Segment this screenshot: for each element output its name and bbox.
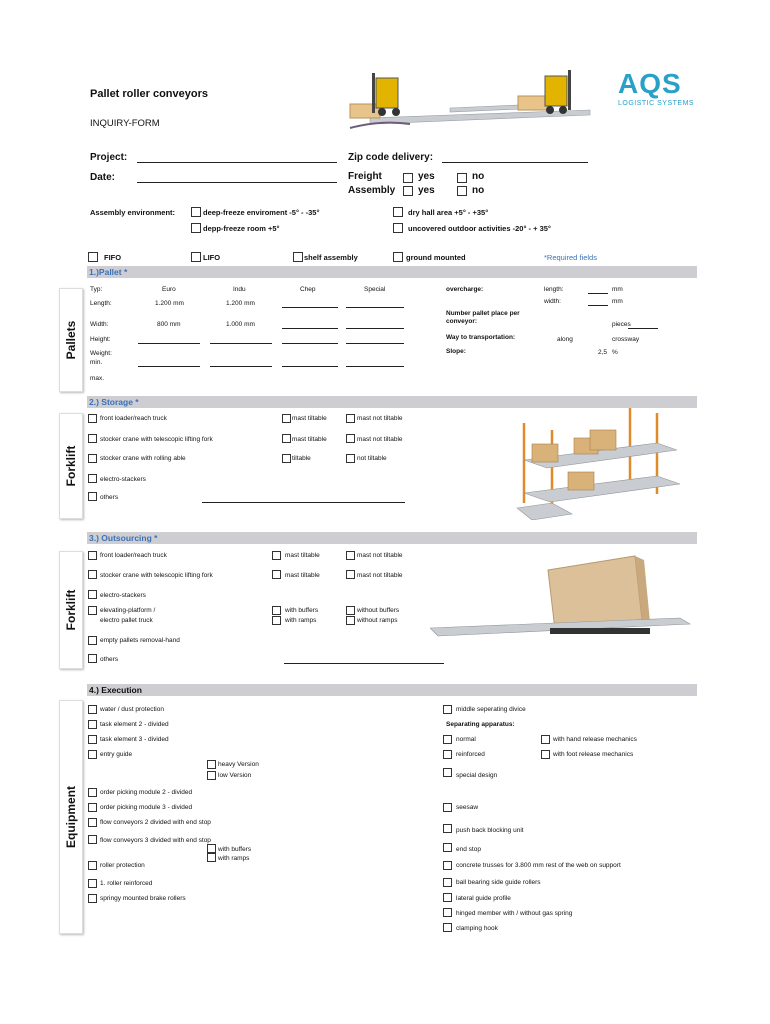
equipment-side-tab <box>59 700 83 934</box>
ground-mounted-label: ground mounted <box>406 253 466 262</box>
os-empty-pallets-label: empty pallets removal-hand <box>100 637 180 644</box>
width-label: Width: <box>90 321 109 328</box>
weight-euro-field[interactable] <box>138 366 200 367</box>
freight-label: Freight <box>348 171 382 182</box>
outdoor-checkbox[interactable] <box>393 223 403 233</box>
ex-hand-release-checkbox[interactable] <box>541 735 550 744</box>
st-front-loader-checkbox[interactable] <box>88 414 97 423</box>
os-with-buffers-checkbox[interactable] <box>272 606 281 615</box>
freight-no-checkbox[interactable] <box>457 173 467 183</box>
os-elevating-platform-label: elevating-platform / <box>100 607 156 614</box>
os-front-loader-checkbox[interactable] <box>88 551 97 560</box>
pieces-field[interactable] <box>628 328 658 329</box>
os-electro-stackers-checkbox[interactable] <box>88 590 97 599</box>
st-others-checkbox[interactable] <box>88 492 97 501</box>
ex-normal-checkbox[interactable] <box>443 735 452 744</box>
st-r3-nottilt-checkbox[interactable] <box>346 454 355 463</box>
os-r2-mastnot-checkbox[interactable] <box>346 570 355 579</box>
os-without-buffers-checkbox[interactable] <box>346 606 355 615</box>
ex-hinged-member-checkbox[interactable] <box>443 908 452 917</box>
ex-reinforced-checkbox[interactable] <box>443 750 452 759</box>
ex-flow3-label: flow conveyors 3 divided with end stop <box>100 837 211 844</box>
os-r2-mast-checkbox[interactable] <box>272 570 281 579</box>
os-front-loader-label: front loader/reach truck <box>100 552 167 559</box>
outsourcing-side-label: Forklift <box>64 589 78 631</box>
os-with-ramps-checkbox[interactable] <box>272 616 281 625</box>
width-euro: 800 mm <box>157 321 181 328</box>
shelf-assembly-checkbox[interactable] <box>293 252 303 262</box>
ex-with-ramps-checkbox[interactable] <box>207 853 216 862</box>
ex-flow2-checkbox[interactable] <box>88 818 97 827</box>
ex-seesaw-label: seesaw <box>456 804 479 811</box>
os-elevating-platform-checkbox[interactable] <box>88 606 97 615</box>
st-stocker-fork-label: stocker crane with telescopic lifting fork <box>100 436 213 443</box>
os-with-buffers-label: with buffers <box>285 607 319 614</box>
os-without-ramps-label: without ramps <box>357 617 398 624</box>
ex-roller-reinforced-label: 1. roller reinforced <box>100 880 153 887</box>
logo: AQS <box>618 68 682 99</box>
assembly-no-label: no <box>472 185 485 196</box>
assembly-env-label: Assembly environment: <box>90 208 176 217</box>
outsourcing-section-header <box>87 532 697 544</box>
project-field[interactable] <box>137 162 337 163</box>
st-r1-mastnot-label: mast not tiltable <box>357 415 403 422</box>
depp-freeze-room-checkbox[interactable] <box>191 223 201 233</box>
ex-with-ramps-label: with ramps <box>218 855 250 862</box>
ex-brake-rollers-label: springy mounted brake rollers <box>100 895 186 902</box>
ex-hinged-member-label: hinged member with / without gas spring <box>456 910 573 917</box>
os-stocker-fork-checkbox[interactable] <box>88 570 97 579</box>
st-r2-mastnot-label: mast not tiltable <box>357 436 403 443</box>
st-stocker-rolling-label: stocker crane with rolling able <box>100 455 186 462</box>
depp-freeze-room-label: depp-freeze room +5° <box>203 224 280 233</box>
st-r3-nottilt-label: not tiltable <box>357 455 387 462</box>
os-others-checkbox[interactable] <box>88 654 97 663</box>
ex-normal-label: normal <box>456 736 476 743</box>
ex-task3-checkbox[interactable] <box>88 735 97 744</box>
ex-clamping-hook-label: clamping hook <box>456 925 498 932</box>
freight-yes-checkbox[interactable] <box>403 173 413 183</box>
weight-min-label: min. <box>90 359 103 366</box>
zip-field[interactable] <box>442 162 588 163</box>
typ-label: Typ: <box>90 286 103 293</box>
ex-foot-release-checkbox[interactable] <box>541 750 550 759</box>
ex-low-version-checkbox[interactable] <box>207 771 216 780</box>
npp-label: Number pallet place per conveyor: <box>446 310 520 325</box>
outsourcing-forklift-side-tab <box>59 551 83 669</box>
fifo-checkbox[interactable] <box>88 252 98 262</box>
assembly-label: Assembly <box>348 185 396 196</box>
os-without-ramps-checkbox[interactable] <box>346 616 355 625</box>
storage-section-header <box>87 396 697 408</box>
ex-middle-sep-checkbox[interactable] <box>443 705 452 714</box>
length-euro: 1.200 mm <box>155 300 184 307</box>
pallet-conveyor-illustration <box>430 550 692 640</box>
st-front-loader-label: front loader/reach truck <box>100 415 167 422</box>
col-indu: Indu <box>233 286 246 293</box>
col-special: Special <box>364 286 386 293</box>
storage-forklift-side-tab <box>59 413 83 519</box>
slope-label: Slope: <box>446 348 466 355</box>
ex-flow2-label: flow conveyors 2 divided with end stop <box>100 819 211 826</box>
os-r1-mastnot-checkbox[interactable] <box>346 551 355 560</box>
outdoor-label: uncovered outdoor activities -20° - + 35° <box>408 224 551 233</box>
st-electro-stackers-label: electro-stackers <box>100 476 146 483</box>
length-indu: 1.200 mm <box>226 300 255 307</box>
header-forklift-illustration <box>340 68 595 133</box>
date-label: Date: <box>90 172 116 183</box>
weight-label: Weight: <box>90 350 112 357</box>
ex-opm2-label: order picking module 2 - divided <box>100 789 193 796</box>
ex-push-back-checkbox[interactable] <box>443 824 452 833</box>
os-others-label: others <box>100 656 119 663</box>
ex-task2-checkbox[interactable] <box>88 720 97 729</box>
freight-no-label: no <box>472 171 485 182</box>
st-stocker-rolling-checkbox[interactable] <box>88 454 97 463</box>
lifo-label: LIFO <box>203 253 221 262</box>
logo-subtitle: LOGISTIC SYSTEMS <box>618 100 695 107</box>
height-chep-field[interactable] <box>282 343 338 344</box>
os-r1-mastnot-label: mast not tiltable <box>357 552 403 559</box>
os-without-buffers-label: without buffers <box>357 607 400 614</box>
ex-heavy-version-label: heavy Version <box>218 761 259 768</box>
pallets-side-label: Pallets <box>64 320 78 360</box>
oc-width-unit: mm <box>612 298 623 305</box>
slope-value: 2,5 <box>598 349 608 356</box>
os-r1-mast-checkbox[interactable] <box>272 551 281 560</box>
os-pallet-truck-label: electro pallet truck <box>100 617 153 624</box>
oc-width-field[interactable] <box>588 305 608 306</box>
ex-opm3-label: order picking module 3 - divided <box>100 804 193 811</box>
way-label: Way to transportation: <box>446 334 516 341</box>
length-special-field[interactable] <box>346 307 404 308</box>
ex-clamping-hook-checkbox[interactable] <box>443 923 452 932</box>
pallets-side-tab <box>59 288 83 392</box>
crossway-label: crossway <box>612 336 640 343</box>
form-title: Pallet roller conveyors <box>90 88 208 100</box>
weight-chep-field[interactable] <box>282 366 338 367</box>
dry-hall-checkbox[interactable] <box>393 207 403 217</box>
project-label: Project: <box>90 152 128 163</box>
ex-separating-apparatus-label: Separating apparatus: <box>446 721 515 728</box>
rack-illustration <box>512 408 690 520</box>
oc-length-unit: mm <box>612 286 623 293</box>
pallet-section-header <box>87 266 697 278</box>
st-electro-stackers-checkbox[interactable] <box>88 474 97 483</box>
st-r1-mastnot-checkbox[interactable] <box>346 414 355 423</box>
ex-flow3-checkbox[interactable] <box>88 835 97 844</box>
ex-lateral-guide-label: lateral guide profile <box>456 895 511 902</box>
os-r2-mast-label: mast tiltable <box>285 572 320 579</box>
along-label: along <box>557 336 573 343</box>
overcharge-label: overcharge: <box>446 286 484 293</box>
assembly-yes-label: yes <box>418 185 435 196</box>
ex-end-stop-checkbox[interactable] <box>443 843 452 852</box>
execution-section-header <box>87 684 697 696</box>
form-subtitle: INQUIRY-FORM <box>90 118 160 129</box>
ex-foot-release-label: with foot release mechanics <box>553 751 634 758</box>
ex-with-buffers-label: with buffers <box>218 846 252 853</box>
ex-with-buffers-checkbox[interactable] <box>207 844 216 853</box>
fifo-label: FIFO <box>104 253 122 262</box>
oc-length-field[interactable] <box>588 293 608 294</box>
ex-concrete-trusses-label: concrete trusses for 3.800 mm rest of the web on support <box>456 862 621 869</box>
st-r2-mast-checkbox[interactable] <box>282 434 291 443</box>
length-chep-field[interactable] <box>282 307 338 308</box>
st-r2-mastnot-checkbox[interactable] <box>346 434 355 443</box>
height-indu-field[interactable] <box>210 343 272 344</box>
ex-ball-bearing-label: ball bearing side guide rollers <box>456 879 541 886</box>
ex-opm3-checkbox[interactable] <box>88 803 97 812</box>
st-r3-tilt-checkbox[interactable] <box>282 454 291 463</box>
st-r3-tilt-label: tiltable <box>292 455 311 462</box>
ex-heavy-version-checkbox[interactable] <box>207 760 216 769</box>
ex-water-dust-label: water / dust protection <box>100 706 164 713</box>
date-field[interactable] <box>137 182 337 183</box>
weight-special-field[interactable] <box>346 366 404 367</box>
zip-label: Zip code delivery: <box>348 152 434 163</box>
os-r2-mastnot-label: mast not tiltable <box>357 572 403 579</box>
os-empty-pallets-checkbox[interactable] <box>88 636 97 645</box>
deep-freeze-checkbox[interactable] <box>191 207 201 217</box>
ex-roller-protection-label: roller protection <box>100 862 145 869</box>
equipment-side-label: Equipment <box>64 786 78 848</box>
ex-task2-label: task element 2 - divided <box>100 721 169 728</box>
os-electro-stackers-label: electro-stackers <box>100 592 146 599</box>
st-r1-mast-label: mast tiltable <box>292 415 327 422</box>
height-label: Height: <box>90 336 111 343</box>
dry-hall-label: dry hall area +5° - +35° <box>408 208 489 217</box>
ex-seesaw-checkbox[interactable] <box>443 803 452 812</box>
st-r2-mast-label: mast tiltable <box>292 436 327 443</box>
st-r1-mast-checkbox[interactable] <box>282 414 291 423</box>
shelf-assembly-label: shelf assembly <box>304 253 358 262</box>
execution-section-title: 4.) Execution <box>89 685 142 695</box>
os-with-ramps-label: with ramps <box>285 617 317 624</box>
ex-roller-protection-checkbox[interactable] <box>88 861 97 870</box>
ex-low-version-label: low Version <box>218 772 252 779</box>
pallet-section-title: 1.)Pallet * <box>89 267 128 277</box>
st-others-field[interactable] <box>202 502 405 503</box>
slope-unit: % <box>612 349 618 356</box>
freight-yes-label: yes <box>418 171 435 182</box>
oc-width-label: width: <box>544 298 561 305</box>
deep-freeze-label: deep-freeze enviroment -5° - -35° <box>203 208 320 217</box>
col-chep: Chep <box>300 286 316 293</box>
col-euro: Euro <box>162 286 176 293</box>
required-fields-note: *Required fields <box>544 253 597 262</box>
oc-length-label: length: <box>544 286 564 293</box>
ex-special-design-label: special design <box>456 772 498 779</box>
ex-reinforced-label: reinforced <box>456 751 485 758</box>
weight-indu-field[interactable] <box>210 366 272 367</box>
ex-water-dust-checkbox[interactable] <box>88 705 97 714</box>
storage-side-label: Forklift <box>64 445 78 487</box>
st-stocker-fork-checkbox[interactable] <box>88 434 97 443</box>
ex-end-stop-label: end stop <box>456 846 481 853</box>
ex-roller-reinforced-checkbox[interactable] <box>88 879 97 888</box>
assembly-yes-checkbox[interactable] <box>403 186 413 196</box>
pieces-label: pieces <box>612 321 631 328</box>
os-r1-mast-label: mast tiltable <box>285 552 320 559</box>
width-chep-field[interactable] <box>282 328 338 329</box>
ex-push-back-label: push back blocking unit <box>456 827 524 834</box>
st-others-label: others <box>100 494 119 501</box>
storage-section-title: 2.) Storage * <box>89 397 139 407</box>
ground-mounted-checkbox[interactable] <box>393 252 403 262</box>
ex-opm2-checkbox[interactable] <box>88 788 97 797</box>
ex-special-design-checkbox[interactable] <box>443 768 452 777</box>
ex-task3-label: task element 3 - divided <box>100 736 169 743</box>
os-stocker-fork-label: stocker crane with telescopic lifting fork <box>100 572 213 579</box>
width-special-field[interactable] <box>346 328 404 329</box>
lifo-checkbox[interactable] <box>191 252 201 262</box>
assembly-no-checkbox[interactable] <box>457 186 467 196</box>
length-label: Length: <box>90 300 112 307</box>
ex-lateral-guide-checkbox[interactable] <box>443 893 452 902</box>
ex-concrete-trusses-checkbox[interactable] <box>443 861 452 870</box>
height-special-field[interactable] <box>346 343 404 344</box>
height-euro-field[interactable] <box>138 343 200 344</box>
weight-max-label: max. <box>90 375 105 382</box>
ex-middle-sep-label: middle seperating divice <box>456 706 526 713</box>
os-others-field[interactable] <box>284 663 444 664</box>
ex-brake-rollers-checkbox[interactable] <box>88 894 97 903</box>
width-indu: 1.000 mm <box>226 321 255 328</box>
outsourcing-section-title: 3.) Outsourcing * <box>89 533 158 543</box>
ex-hand-release-label: with hand release mechanics <box>553 736 637 743</box>
ex-entry-guide-checkbox[interactable] <box>88 750 97 759</box>
ex-ball-bearing-checkbox[interactable] <box>443 878 452 887</box>
ex-entry-guide-label: entry guide <box>100 751 133 758</box>
